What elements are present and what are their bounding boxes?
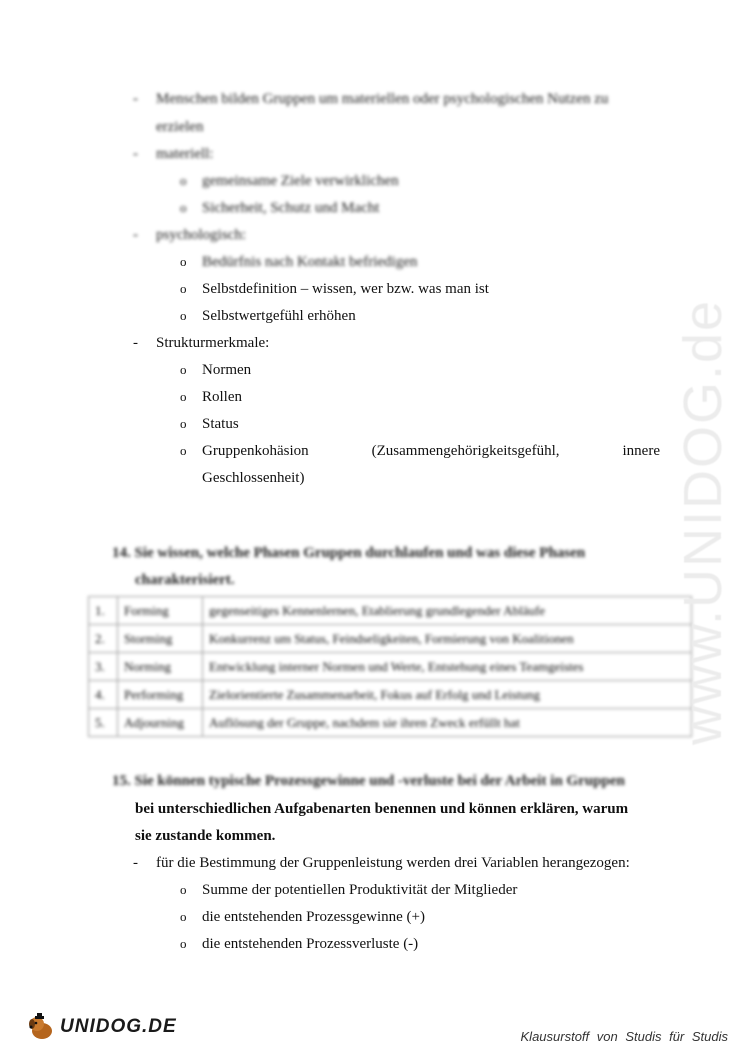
circle-marker: o <box>180 362 187 377</box>
circle-marker: o <box>180 308 187 323</box>
table-cell-description: gegenseitiges Kennenlernen, Etablierung grundlegender Abläufe <box>209 602 546 618</box>
table-cell-description: Auflösung der Gruppe, nachdem sie ihren Zweck erfüllt hat <box>209 714 520 730</box>
dash-marker: - <box>133 227 138 243</box>
table-cell-number: 4. <box>89 681 118 708</box>
sub-item-text: die entstehenden Prozessgewinne (+) <box>202 909 425 925</box>
word: innere <box>622 443 660 459</box>
watermark-text: www.UNIDOG.de <box>673 298 733 745</box>
table-cell-number: 2. <box>89 625 118 652</box>
section-heading: 14. Sie wissen, welche Phasen Gruppen durchlaufen und was diese Phasen <box>112 545 586 561</box>
dash-marker: - <box>133 91 138 107</box>
sub-item-text: Selbstdefinition – wissen, wer bzw. was man ist <box>202 281 489 297</box>
circle-marker: o <box>180 389 187 404</box>
sub-item-text: Selbstwertgefühl erhöhen <box>202 308 356 324</box>
table-cell-number: 1. <box>89 597 118 624</box>
circle-marker: o <box>180 254 187 269</box>
table-cell-phase: Performing <box>118 681 203 708</box>
unidog-logo <box>26 1012 177 1042</box>
bullet-text: materiell: <box>156 146 214 162</box>
circle-marker: o <box>180 281 187 296</box>
circle-marker: o <box>180 443 187 458</box>
table-cell-phase: Norming <box>118 653 203 680</box>
sub-item-text: Bedürfnis nach Kontakt befriedigen <box>202 254 418 270</box>
dash-marker: - <box>133 146 138 162</box>
sub-item-text: gemeinsame Ziele verwirklichen <box>202 173 399 189</box>
circle-marker: o <box>180 936 187 951</box>
table-cell-phase: Storming <box>118 625 203 652</box>
sub-item-text: Status <box>202 416 239 432</box>
bullet-text: Strukturmerkmale: <box>156 335 270 351</box>
section-heading: 15. Sie können typische Prozessgewinne und -verluste bei der Arbeit in Gruppen <box>112 773 625 789</box>
table-cell-description: Entwicklung interner Normen und Werte, Entstehung eines Teamgeistes <box>209 658 584 674</box>
sub-item-text: Rollen <box>202 389 242 405</box>
circle-marker: o <box>180 200 187 215</box>
dash-marker: - <box>133 855 138 871</box>
circle-marker: o <box>180 173 187 188</box>
section-heading-continued: sie zustande kommen. <box>135 828 276 844</box>
circle-marker: o <box>180 909 187 924</box>
table-cell-description: Konkurrenz um Status, Feindseligkeiten, Formierung von Koalitionen <box>209 630 574 646</box>
table-cell-number: 3. <box>89 653 118 680</box>
section-heading-continued: bei unterschiedlichen Aufgabenarten benennen und können erklären, warum <box>135 801 629 817</box>
dog-icon <box>26 1012 56 1042</box>
table-row <box>88 596 692 625</box>
table-cell-phase: Forming <box>118 597 203 624</box>
table-cell-description: Zielorientierte Zusammenarbeit, Fokus auf Erfolg und Leistung <box>209 686 541 702</box>
table-cell-phase: Adjourning <box>118 709 203 736</box>
bullet-text: psychologisch: <box>156 227 246 243</box>
circle-marker: o <box>180 882 187 897</box>
sub-item-text: Summe der potentiellen Produktivität der Mitglieder <box>202 882 518 898</box>
word: (Zusammengehörigkeitsgefühl, <box>371 443 560 459</box>
footer-tagline: Klausurstoff von Studis für Studis <box>520 1029 728 1044</box>
sub-item-text: die entstehenden Prozessverluste (-) <box>202 936 419 952</box>
circle-marker: o <box>180 416 187 431</box>
sub-item-text-continued: Geschlossenheit) <box>202 470 305 486</box>
bullet-text: für die Bestimmung der Gruppenleistung werden drei Variablen herangezogen: <box>156 855 630 871</box>
section-heading-continued: charakterisiert. <box>135 572 235 588</box>
table-cell-number: 5. <box>89 709 118 736</box>
table-row <box>88 709 692 737</box>
table-row <box>88 653 692 681</box>
bullet-text-continued: erzielen <box>156 119 204 135</box>
table-row <box>88 625 692 653</box>
logo-text: UNIDOG.DE <box>60 1016 177 1037</box>
sub-item-text: Sicherheit, Schutz und Macht <box>202 200 380 216</box>
table-row <box>88 681 692 709</box>
word: Gruppenkohäsion <box>202 443 309 459</box>
phases-table <box>88 596 692 737</box>
bullet-text: Menschen bilden Gruppen um materiellen oder psychologischen Nutzen zu <box>156 91 609 107</box>
justified-line <box>202 441 660 461</box>
sub-item-text: Normen <box>202 362 252 378</box>
dash-marker: - <box>133 335 138 351</box>
